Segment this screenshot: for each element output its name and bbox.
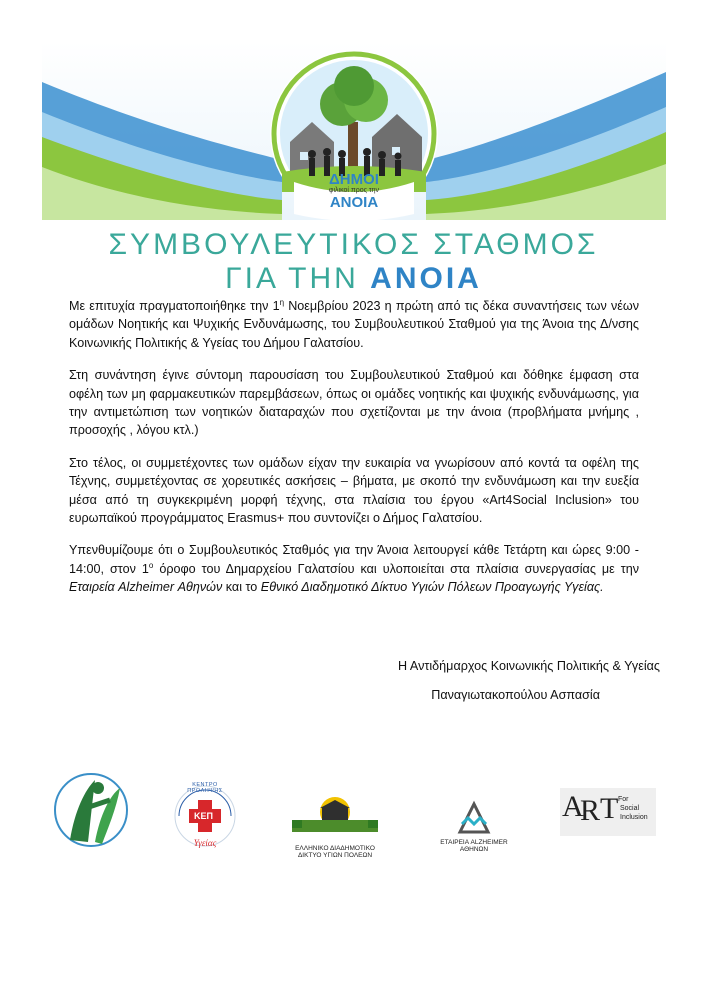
page-title <box>0 228 707 296</box>
alzheimer-caption-1: ΕΤΑΙΡΕΙΑ ALZHEIMER <box>440 839 508 846</box>
art-letter-a: A <box>562 790 584 823</box>
signature-name: Παναγιωτακοπούλου Ασπασία <box>431 688 600 702</box>
alzheimer-graphic <box>438 800 510 834</box>
p4-sup: ο <box>148 560 154 570</box>
art-letter-r: R <box>580 794 601 827</box>
healthy-cities-logo <box>292 792 378 859</box>
healthy-cities-caption-2: ΔΙΚΤΥΟ ΥΓΙΩΝ ΠΟΛΕΩΝ <box>297 852 373 859</box>
paragraph-2: Στη συνάντηση έγινε σύντομη παρουσίαση του Συμβουλευτικού Σταθμού και δόθηκε έμφαση στα οφέλη των μη φαρμακευτικών παρεμβάσεων, όπως οι ομάδες νοητικής και ψυχικής ενδυνάμωσης, για την αντιμετώπιση των νοητικών διαταραχών που σχετίζονται με την άνοια (προβλήματα μνήμης , προσοχής , λόγου κτλ.) <box>69 368 639 438</box>
art-for: For <box>618 796 629 803</box>
title-line2-prefix: ΓΙΑ ΤΗΝ <box>225 262 371 295</box>
art-inclusion: Inclusion <box>620 814 648 821</box>
kep-text: ΚΕΠ <box>194 811 214 821</box>
body-text <box>69 297 639 611</box>
alzheimer-caption-2: ΑΘΗΝΩΝ <box>459 846 489 853</box>
galatsi-logo-graphic <box>50 770 132 850</box>
kep-logo <box>170 780 240 857</box>
galatsi-logo <box>50 770 132 855</box>
p1-sup: η <box>279 297 285 307</box>
kep-sub-text: Υγείας <box>193 838 217 848</box>
header-logo-text <box>292 172 416 210</box>
p1-part-a: Με επιτυχία πραγματοποιήθηκε την 1 <box>69 299 280 313</box>
logo-line1: ΔΗΜΟΙ <box>329 171 379 188</box>
p4-part-c: και το <box>222 580 261 595</box>
art-letter-t: T <box>600 792 619 825</box>
alzheimer-logo <box>438 800 510 853</box>
title-line2 <box>0 262 707 296</box>
logo-line2: φιλικοί προς την <box>328 187 380 194</box>
p4-part-a: Υπενθυμίζουμε ότι ο Συμβουλευτικός Σταθμός για την Άνοια λειτουργεί κάθε Τετάρτη και ώρες 9:00 - 14:00, στον 1 <box>69 543 639 576</box>
healthy-cities-caption-1: ΕΛΛΗΝΙΚΟ ΔΙΑΔΗΜΟΤΙΚΟ <box>295 845 375 852</box>
p4-part-b: όροφο του Δημαρχείου Γαλατσίου και υλοποιείται στα πλαίσια συνεργασίας με την <box>153 561 640 576</box>
healthy-cities-graphic <box>292 792 378 840</box>
partner-logos <box>40 760 670 860</box>
paragraph-3: Στο τέλος, οι συμμετέχοντες των ομάδων είχαν την ευκαιρία να γνωρίσουν από κοντά τα οφέλη της Τέχνης, συμμετέχοντας σε χορευτικές ασκήσεις – βήματα, με σκοπό την ενδυνάμωση και την ευεξία μέσα από τη συγκεκριμένη μορφή τέχνης, στα πλαίσια του έργου «Art4Social Inclusion» του ευρωπαϊκού προγράμματος Erasmus+ που συντονίζει ο Δήμος Γαλατσίου. <box>69 455 639 526</box>
p4-italic-alzheimer: Εταιρεία Alzheimer Αθηνών <box>69 580 223 595</box>
p1-part-b: Νοεμβρίου 2023 η πρώτη από τις δέκα συναντήσεις των νέων ομάδων Νοητικής και Ψυχικής Ενδυνάμωσης, του Συμβουλευτικού Σταθμού για της Άνοια της Δ/νσης Κοινωνικής Πολιτικής & Υγείας του Δήμου Γαλατσίου. <box>69 299 639 350</box>
title-line2-highlight: ΑΝΟΙΑ <box>370 262 482 295</box>
art4social-logo <box>560 788 656 836</box>
title-line1: ΣΥΜΒΟΥΛΕΥΤΙΚΟΣ ΣΤΑΘΜΟΣ <box>108 228 599 261</box>
signature-role: Η Αντιδήμαρχος Κοινωνικής Πολιτικής & Υγείας <box>398 659 660 673</box>
p4-italic-network: Εθνικό Διαδημοτικό Δίκτυο Υγιών Πόλεων Προαγωγής Υγείας. <box>260 580 604 595</box>
art-social: Social <box>620 805 640 812</box>
kep-ring-text: ΚΕΝΤΡΟ ΠΡΟΛΗΨΗΣ <box>187 782 223 794</box>
header-banner <box>42 42 666 220</box>
logo-line3: ΑΝΟΙΑ <box>329 194 379 211</box>
paragraph-1 <box>69 297 639 352</box>
paragraph-4 <box>69 541 639 596</box>
